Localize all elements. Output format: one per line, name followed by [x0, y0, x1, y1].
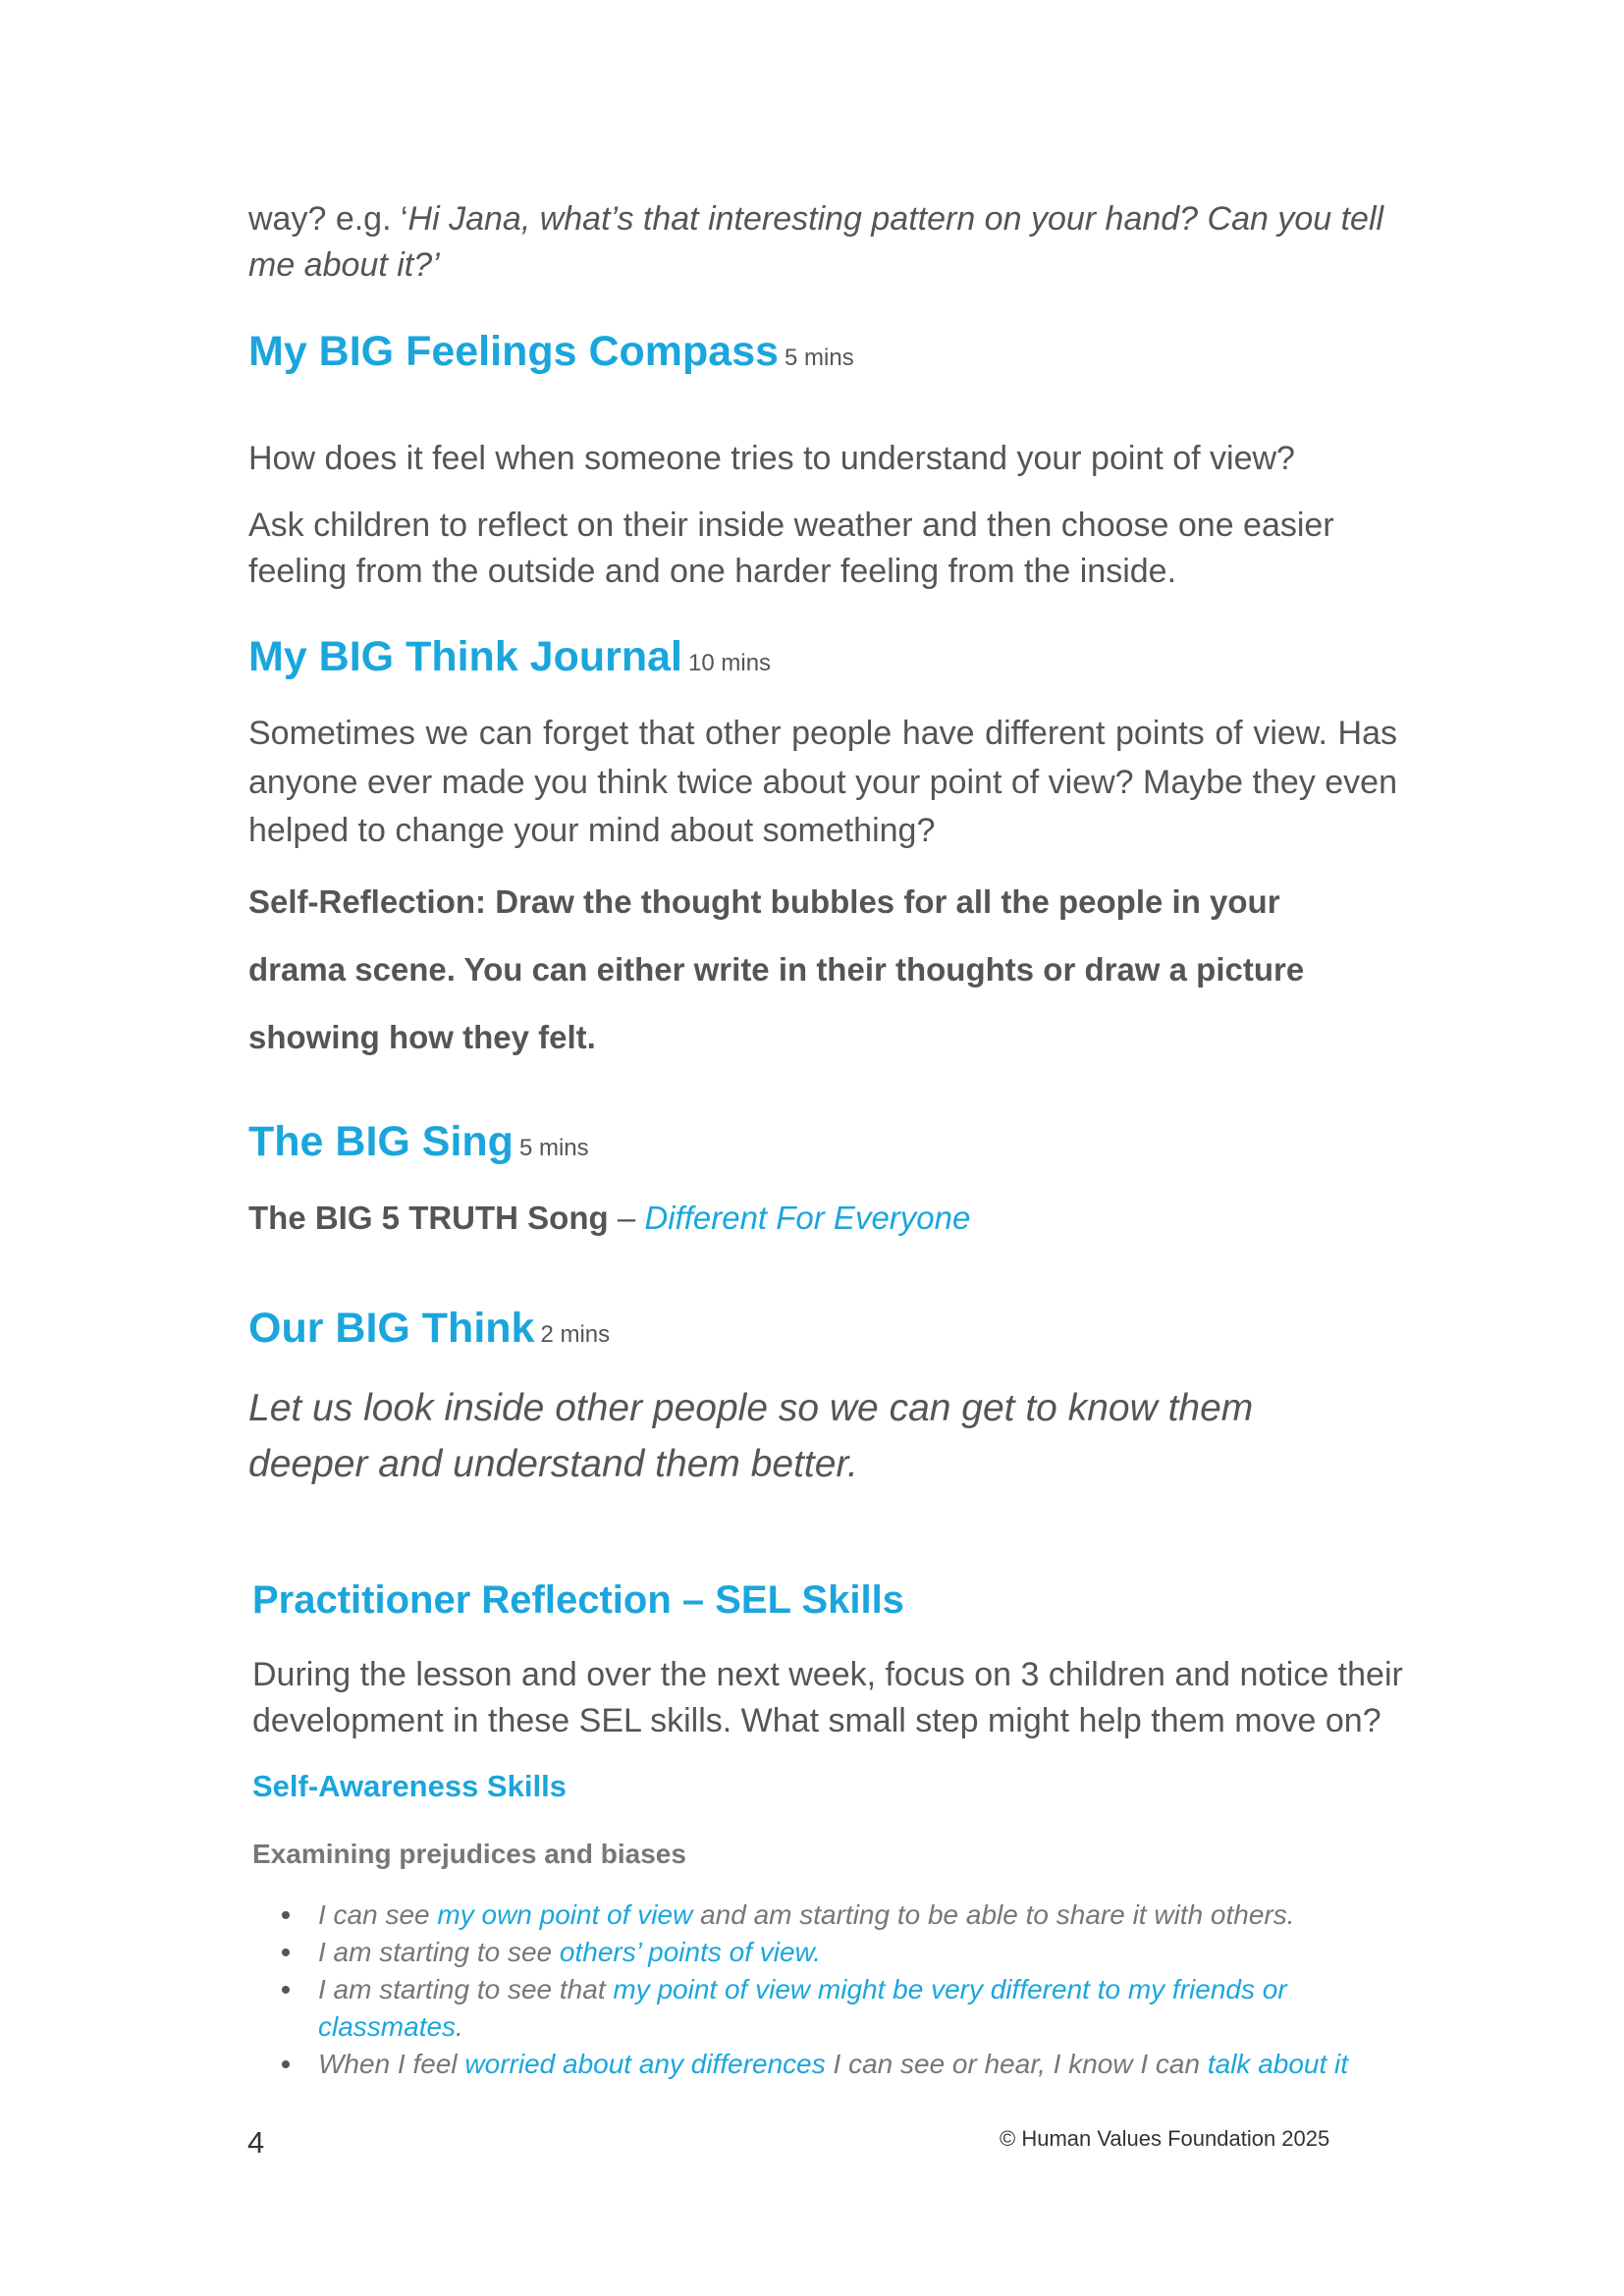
list-item [318, 1896, 1381, 1934]
practitioner-heading: Practitioner Reflection – SEL Skills [252, 1578, 904, 1622]
our-big-think-duration: 2 mins [540, 1321, 611, 1348]
intro-prefix: way? e.g. ‘ [248, 200, 408, 238]
think-journal-heading [248, 629, 1407, 691]
bullet-dot [282, 1911, 290, 1919]
bullet-dot [282, 1986, 290, 1994]
bullet-text: I can see [318, 1899, 438, 1930]
prejudices-heading: Examining prejudices and biases [252, 1839, 686, 1869]
bullet-text: I am starting to see [318, 1937, 560, 1967]
skills-bullet-list-block [252, 1896, 1381, 2083]
think-journal-title: My BIG Think Journal [248, 633, 682, 680]
bullet-text: I can see or hear, I know I can [825, 2049, 1208, 2079]
practitioner-intro-block [252, 1652, 1431, 1744]
bullet-dot [282, 1949, 290, 1956]
self-reflection-line-1: Self-Reflection: Draw the thought bubbles for all the people in your [248, 883, 1280, 920]
skills-bullet-list [252, 1896, 1381, 2083]
our-big-think-title: Our BIG Think [248, 1305, 535, 1352]
song-dash: – [608, 1200, 645, 1236]
bullet-text: I am starting to see that [318, 1974, 614, 2004]
think-journal-paragraph: Sometimes we can forget that other people have different points of view. Has anyone ever made you think twice about your point of view? Maybe they even helped to change your mind about something? [248, 715, 1397, 849]
self-reflection-block [248, 868, 1407, 1071]
intro-quote: Hi Jana, what’s that interesting pattern on your hand? Can you tell me about it? [248, 200, 1384, 284]
our-big-think-heading [248, 1301, 1407, 1362]
big-sing-heading [248, 1114, 1407, 1176]
prejudices-heading-block [252, 1837, 1411, 1872]
feelings-compass-question-block [248, 436, 1407, 482]
think-journal-duration: 10 mins [688, 650, 772, 676]
feelings-compass-heading [248, 324, 1407, 386]
copyright-notice: © Human Values Foundation 2025 [1000, 2126, 1330, 2151]
practitioner-section [252, 1575, 1411, 1626]
bullet-highlight: worried about any differences [464, 2049, 826, 2079]
self-reflection-line-2: drama scene. You can either write in their thoughts or draw a picture [248, 951, 1305, 988]
bullet-highlight: others’ points of view. [559, 1937, 822, 1967]
our-big-think-section [248, 1301, 1407, 1362]
think-journal-paragraph-block [248, 710, 1397, 856]
feelings-compass-section [248, 324, 1407, 386]
list-item [318, 1971, 1381, 2046]
self-awareness-heading: Self-Awareness Skills [252, 1769, 567, 1803]
bullet-dot [282, 2060, 290, 2068]
self-awareness-heading-block [252, 1767, 1411, 1806]
bullet-highlight: talk about it [1207, 2049, 1349, 2079]
bullet-text: When I feel [318, 2049, 465, 2079]
big-sing-title: The BIG Sing [248, 1118, 514, 1165]
our-big-think-text: Let us look inside other people so we can get to know them deeper and understand them better. [248, 1387, 1254, 1485]
list-item [318, 2046, 1381, 2083]
feelings-compass-duration: 5 mins [785, 345, 854, 371]
feelings-compass-title: My BIG Feelings Compass [248, 328, 780, 375]
big-sing-song-block [248, 1196, 1407, 1241]
bullet-highlight: my own point of view [437, 1899, 693, 1930]
feelings-compass-instruction: Ask children to reflect on their inside weather and then choose one easier feeling from the outside and one harder feeling from the inside. [248, 507, 1334, 590]
bullet-text: and am starting to be able to share it with others. [692, 1899, 1295, 1930]
intro-paragraph [248, 196, 1407, 289]
feelings-compass-question: How does it feel when someone tries to understand your point of view? [248, 440, 1295, 477]
big-sing-duration: 5 mins [518, 1135, 589, 1161]
intro-suffix: ’ [432, 246, 440, 284]
big-sing-section [248, 1114, 1407, 1176]
big-sing-song-line [248, 1196, 1407, 1241]
self-reflection-line-3: showing how they felt. [248, 1019, 596, 1055]
list-item [318, 1934, 1381, 1971]
song-name-link[interactable]: Different For Everyone [644, 1200, 971, 1236]
song-title: The BIG 5 TRUTH Song [248, 1200, 609, 1236]
bullet-text: . [456, 2011, 463, 2042]
feelings-compass-instruction-block [248, 503, 1368, 595]
page-number: 4 [247, 2125, 265, 2160]
our-big-think-text-block [248, 1380, 1328, 1492]
practitioner-intro: During the lesson and over the next week, focus on 3 children and notice their development in these SEL skills. What small step might help them move on? [252, 1656, 1403, 1739]
bullet-highlight: my point of view might be very different to my friends or classmates [318, 1974, 1287, 2042]
think-journal-section [248, 629, 1407, 691]
